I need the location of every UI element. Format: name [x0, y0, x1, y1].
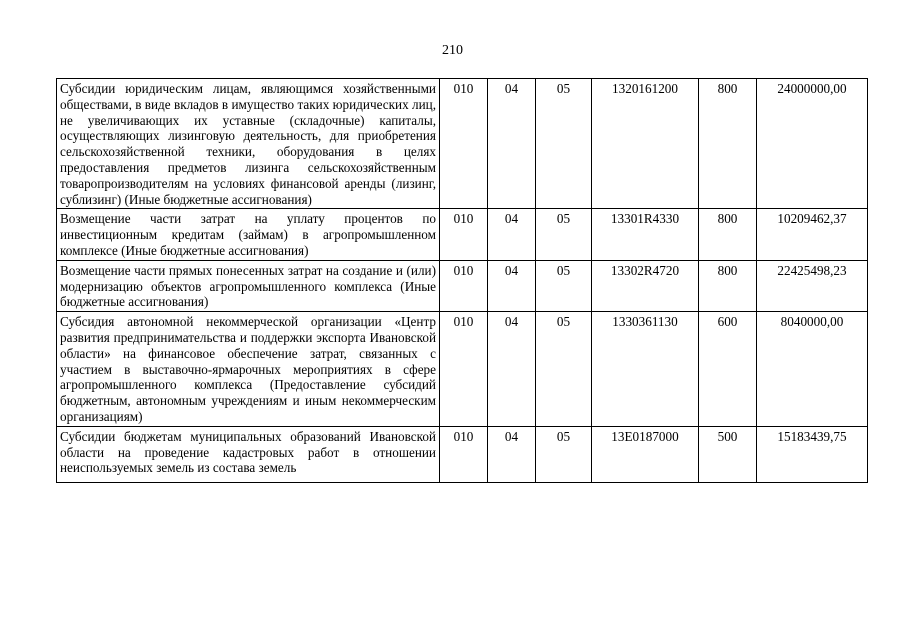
row-description: Субсидии бюджетам муниципальных образований Ивановской области на проведение кадастровых работ в отношении неиспользуемых земель из состава земель — [60, 428, 436, 476]
table-row — [57, 426, 868, 482]
expense-type-code: 600 — [699, 312, 757, 427]
expense-type-code: 500 — [699, 426, 757, 482]
subsection-code: 05 — [536, 260, 592, 311]
row-description-cell — [57, 426, 440, 482]
ministry-code: 010 — [440, 312, 488, 427]
page-number: 210 — [442, 43, 463, 58]
target-article-code: 13Е0187000 — [592, 426, 699, 482]
table-row — [57, 79, 868, 209]
amount: 22425498,23 — [757, 260, 868, 311]
row-description: Субсидия автономной некоммерческой организации «Центр развития предпринимательства и поддержки экспорта Ивановской области» на финансовое обеспечение затрат, связанных с участием в выставочно-ярмарочных мероприятиях в сфере агропромышленного комплекса (Предоставление субсидий бюджетным, автономным учреждениям и иным некоммерческим организациям) — [57, 312, 440, 427]
ministry-code: 010 — [440, 79, 488, 209]
table-row — [57, 209, 868, 260]
subsection-code: 05 — [536, 426, 592, 482]
subsection-code: 05 — [536, 209, 592, 260]
ministry-code: 010 — [440, 209, 488, 260]
section-code: 04 — [488, 79, 536, 209]
row-description: Возмещение части прямых понесенных затрат на создание и (или) модернизацию объектов агропромышленного комплекса (Иные бюджетные ассигнования) — [57, 260, 440, 311]
target-article-code: 1320161200 — [592, 79, 699, 209]
subsection-code: 05 — [536, 312, 592, 427]
amount: 10209462,37 — [757, 209, 868, 260]
ministry-code: 010 — [440, 260, 488, 311]
amount: 8040000,00 — [757, 312, 868, 427]
budget-table — [56, 78, 868, 483]
row-description: Субсидии юридическим лицам, являющимся хозяйственными обществами, в виде вкладов в имущество таких юридических лиц, не увеличивающих их уставные (складочные) капиталы, осуществляющих лизинговую деятельность, для приобретения сельскохозяйственной техники, оборудования в целях предоставления предметов лизинга сельскохозяйственным товаропроизводителям на условиях финансовой аренды (лизинг, сублизинг) (Иные бюджетные ассигнования) — [57, 79, 440, 209]
ministry-code: 010 — [440, 426, 488, 482]
section-code: 04 — [488, 426, 536, 482]
subsection-code: 05 — [536, 79, 592, 209]
amount: 15183439,75 — [757, 426, 868, 482]
row-description: Возмещение части затрат на уплату процентов по инвестиционным кредитам (займам) в агропромышленном комплексе (Иные бюджетные ассигнования) — [57, 209, 440, 260]
expense-type-code: 800 — [699, 209, 757, 260]
expense-type-code: 800 — [699, 79, 757, 209]
amount: 24000000,00 — [757, 79, 868, 209]
table-row — [57, 312, 868, 427]
section-code: 04 — [488, 312, 536, 427]
target-article-code: 13302R4720 — [592, 260, 699, 311]
section-code: 04 — [488, 209, 536, 260]
section-code: 04 — [488, 260, 536, 311]
table-row — [57, 260, 868, 311]
expense-type-code: 800 — [699, 260, 757, 311]
target-article-code: 1330361130 — [592, 312, 699, 427]
target-article-code: 13301R4330 — [592, 209, 699, 260]
